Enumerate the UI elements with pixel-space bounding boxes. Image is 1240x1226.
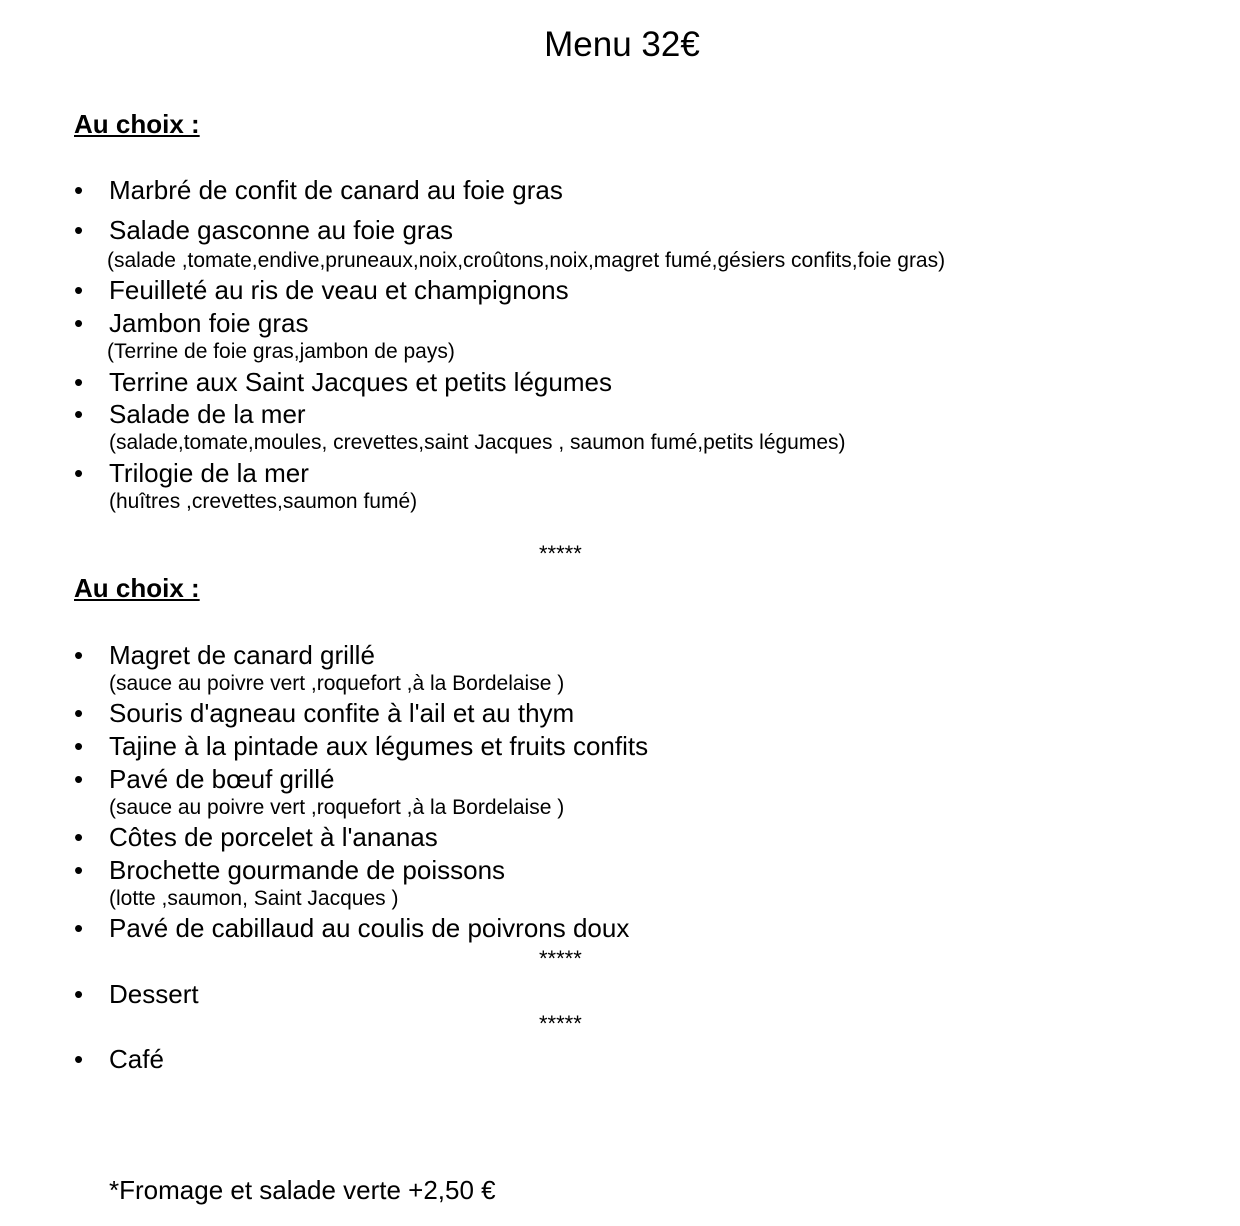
bullet-icon: • [74,822,84,852]
bullet-icon: • [74,640,84,670]
main-item: Côtes de porcelet à l'ananas [109,822,438,852]
starter-item: Marbré de confit de canard au foie gras [109,175,563,205]
section2-heading: Au choix : [74,573,200,603]
bullet-icon: • [74,731,84,761]
starter-item: Feuilleté au ris de veau et champignons [109,275,569,305]
main-item: Brochette gourmande de poissons [109,855,506,885]
starter-item: Jambon foie gras [109,308,309,338]
menu-title: Menu 32€ [544,25,700,64]
coffee-item: Café [109,1044,164,1074]
main-item: Tajine à la pintade aux légumes et fruits confits [109,731,649,761]
bullet-icon: • [74,367,84,397]
bullet-icon: • [74,215,84,245]
bullet-icon: • [74,764,84,794]
section1-heading: Au choix : [74,109,200,139]
bullet-icon: • [74,275,84,305]
main-item-detail: (sauce au poivre vert ,roquefort ,à la Bordelaise ) [109,796,565,819]
bullet-icon: • [74,855,84,885]
main-item: Pavé de bœuf grillé [109,764,335,794]
bullet-icon: • [74,399,84,429]
starter-item-detail: (salade ,tomate,endive,pruneaux,noix,croûtons,noix,magret fumé,gésiers confits,foie gras) [107,249,946,272]
main-item: Souris d'agneau confite à l'ail et au thym [109,698,575,728]
main-item-detail: (lotte ,saumon, Saint Jacques ) [109,887,399,910]
starter-item: Salade gasconne au foie gras [109,215,454,245]
starter-item-detail: (huîtres ,crevettes,saumon fumé) [109,490,418,513]
bullet-icon: • [74,913,84,943]
dessert-item: Dessert [109,979,199,1009]
starter-item: Salade de la mer [109,399,306,429]
starter-item-detail: (Terrine de foie gras,jambon de pays) [107,340,455,363]
main-item-detail: (sauce au poivre vert ,roquefort ,à la Bordelaise ) [109,672,565,695]
separator: ***** [539,946,582,971]
main-item: Pavé de cabillaud au coulis de poivrons doux [109,913,630,943]
bullet-icon: • [74,1044,84,1074]
separator: ***** [539,1011,582,1036]
bullet-icon: • [74,979,84,1009]
main-item: Magret de canard grillé [109,640,375,670]
bullet-icon: • [74,458,84,488]
bullet-icon: • [74,308,84,338]
separator: ***** [539,541,582,566]
starter-item-detail: (salade,tomate,moules, crevettes,saint Jacques , saumon fumé,petits légumes) [109,431,846,454]
bullet-icon: • [74,698,84,728]
bullet-icon: • [74,175,84,205]
footnote: *Fromage et salade verte +2,50 € [109,1175,496,1205]
starter-item: Trilogie de la mer [109,458,309,488]
starter-item: Terrine aux Saint Jacques et petits légumes [109,367,612,397]
